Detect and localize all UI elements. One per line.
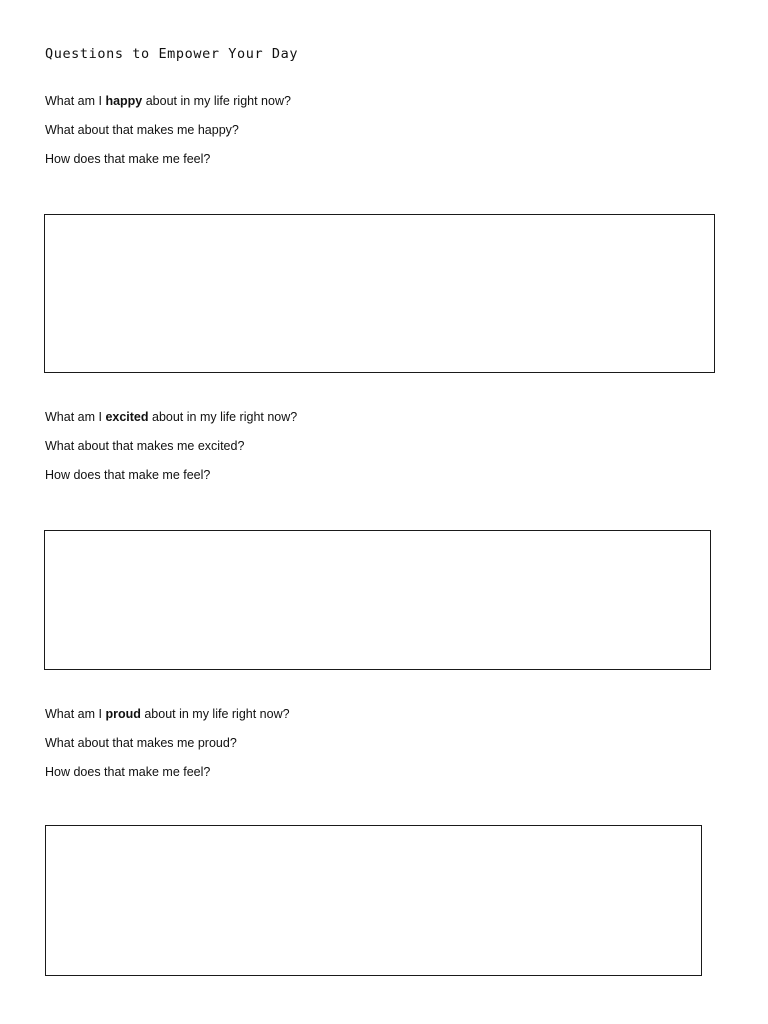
- question-prefix: What am I: [45, 410, 106, 424]
- answer-box-happy[interactable]: [44, 214, 715, 373]
- question-keyword-happy: happy: [105, 94, 143, 108]
- question-excited-what: [45, 409, 297, 425]
- question-happy-what: [45, 93, 291, 109]
- question-excited-why: What about that makes me excited?: [45, 439, 245, 453]
- question-suffix: about in my life right now?: [140, 707, 290, 721]
- question-prefix: What am I: [45, 94, 106, 108]
- question-prefix: What am I: [45, 707, 106, 721]
- question-excited-feel: How does that make me feel?: [45, 468, 211, 482]
- question-proud-why: What about that makes me proud?: [45, 736, 237, 750]
- question-suffix: about in my life right now?: [142, 94, 291, 108]
- question-keyword-excited: excited: [105, 410, 149, 424]
- question-happy-feel: How does that make me feel?: [45, 152, 211, 166]
- answer-box-proud[interactable]: [45, 825, 702, 976]
- answer-box-excited[interactable]: [44, 530, 711, 670]
- question-proud-feel: How does that make me feel?: [45, 765, 211, 779]
- question-proud-what: [45, 706, 290, 722]
- question-keyword-proud: proud: [105, 707, 141, 721]
- question-suffix: about in my life right now?: [148, 410, 298, 424]
- page-title: Questions to Empower Your Day: [45, 46, 299, 62]
- question-happy-why: What about that makes me happy?: [45, 123, 239, 137]
